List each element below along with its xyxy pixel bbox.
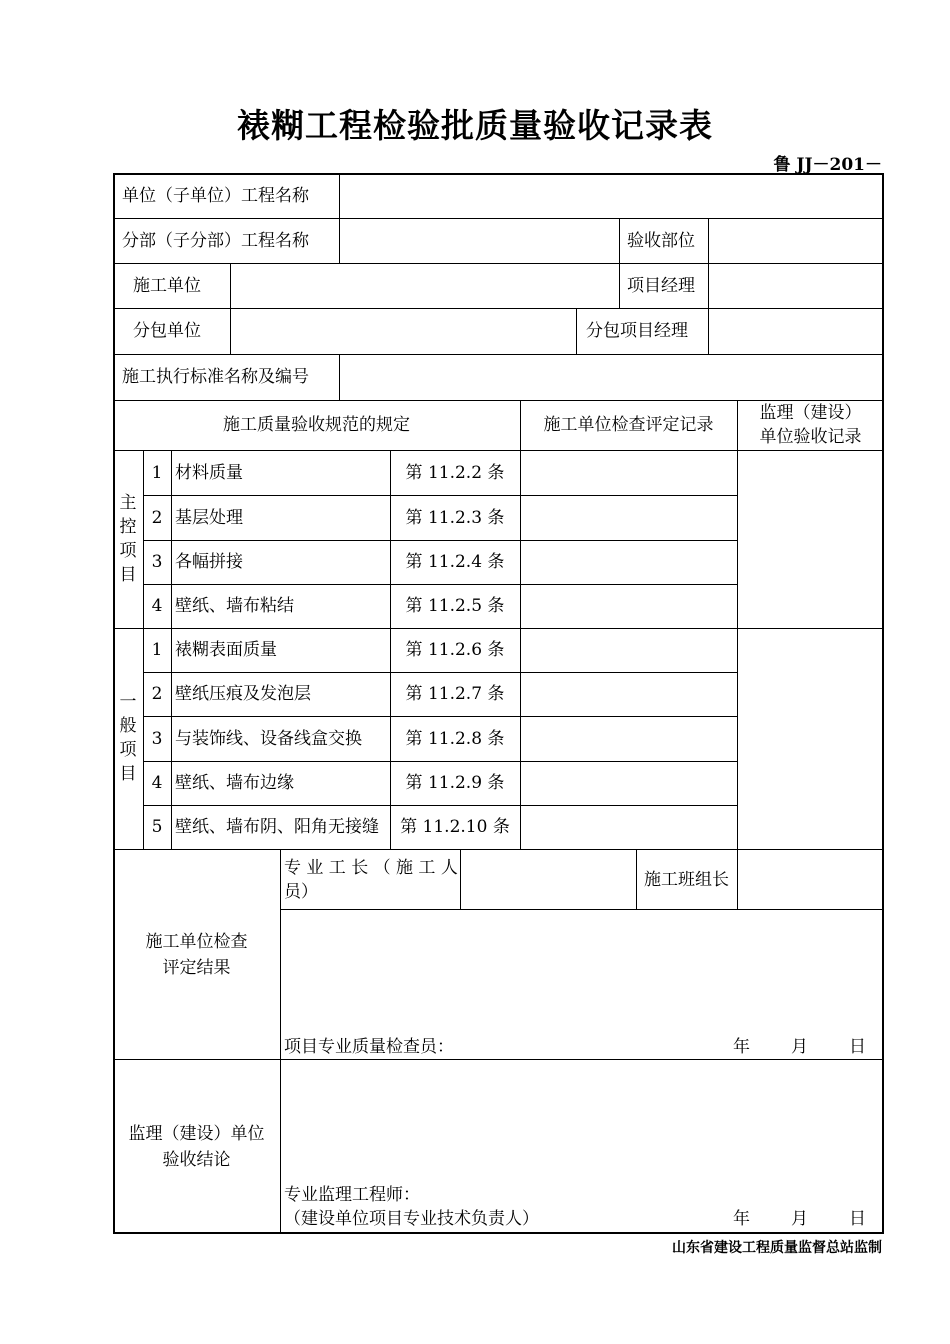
main-item-name: 基层处理: [175, 508, 243, 528]
row-divider: [143, 495, 737, 496]
spec-header: 施工质量验收规范的规定: [223, 415, 410, 435]
col-divider: [230, 263, 231, 354]
acceptance-part-label: 验收部位: [627, 231, 695, 251]
general-item-name: 壁纸、墙布阴、阳角无接缝: [175, 817, 379, 837]
main-items-group-label: 主 控 项 目: [119, 493, 137, 585]
main-item-no: 1: [151, 463, 163, 483]
row-divider: [113, 849, 884, 850]
main-item-name: 各幅拼接: [175, 552, 243, 572]
inspection-year-label: 年: [733, 1037, 750, 1057]
foreman-label-line2: 员）: [284, 882, 318, 902]
general-item-clause: 第 11.2.9 条: [405, 773, 505, 793]
row-divider: [113, 628, 884, 629]
main-item-clause: 第 11.2.4 条: [405, 552, 505, 572]
col-divider: [460, 849, 461, 909]
row-divider: [113, 308, 884, 309]
general-item-clause: 第 11.2.8 条: [405, 729, 505, 749]
general-item-no: 5: [151, 817, 163, 837]
col-divider: [171, 450, 172, 849]
row-divider: [113, 400, 884, 401]
main-item-no: 2: [151, 508, 163, 528]
main-item-clause: 第 11.2.3 条: [405, 508, 505, 528]
main-item-no: 4: [151, 596, 163, 616]
footer-issuer: 山东省建设工程质量监督总站监制: [672, 1240, 882, 1256]
standard-label: 施工执行标准名称及编号: [122, 367, 309, 387]
subcontract-unit-label: 分包单位: [133, 321, 201, 341]
inspection-day-label: 日: [849, 1037, 866, 1057]
supervision-header-line1: 监理（建设）: [759, 403, 862, 423]
foreman-label-line1: 专 业 工 长 （ 施 工 人: [284, 858, 458, 878]
row-divider: [113, 263, 884, 264]
col-divider: [737, 400, 738, 849]
sub-project-label: 分部（子分部）工程名称: [122, 231, 309, 251]
general-item-clause: 第 11.2.7 条: [405, 684, 505, 704]
row-divider: [113, 218, 884, 219]
unit-project-label: 单位（子单位）工程名称: [122, 186, 309, 206]
col-divider: [708, 218, 709, 354]
owner-technical-lead-label: （建设单位项目专业技术负责人）: [284, 1209, 539, 1229]
supervision-month-label: 月: [791, 1209, 808, 1229]
main-item-name: 壁纸、墙布粘结: [175, 596, 294, 616]
row-divider: [113, 450, 884, 451]
general-item-no: 3: [151, 729, 163, 749]
col-divider: [576, 308, 577, 354]
general-item-clause: 第 11.2.10 条: [400, 817, 510, 837]
row-divider: [143, 672, 737, 673]
row-divider: [143, 584, 737, 585]
general-item-name: 与装饰线、设备线盒交换: [175, 729, 362, 749]
general-item-name: 壁纸、墙布边缘: [175, 773, 294, 793]
inspector-label: 项目专业质量检查员：: [284, 1037, 454, 1057]
row-divider: [143, 540, 737, 541]
main-item-no: 3: [151, 552, 163, 572]
col-divider: [339, 218, 340, 263]
inspection-label-line2: 评定结果: [162, 958, 231, 978]
general-item-no: 2: [151, 684, 163, 704]
row-divider: [143, 716, 737, 717]
subcontract-manager-label: 分包项目经理: [586, 321, 688, 341]
col-divider: [520, 400, 521, 849]
general-item-clause: 第 11.2.6 条: [405, 640, 505, 660]
main-item-name: 材料质量: [175, 463, 243, 483]
supervision-label-line2: 验收结论: [162, 1150, 231, 1170]
row-divider: [143, 761, 737, 762]
col-divider: [737, 849, 738, 909]
team-leader-label: 施工班组长: [644, 870, 729, 890]
supervision-day-label: 日: [849, 1209, 866, 1229]
inspection-month-label: 月: [791, 1037, 808, 1057]
main-item-clause: 第 11.2.2 条: [405, 463, 505, 483]
general-item-name: 壁纸压痕及发泡层: [175, 684, 311, 704]
main-item-clause: 第 11.2.5 条: [405, 596, 505, 616]
general-item-name: 裱糊表面质量: [175, 640, 277, 660]
construction-unit-label: 施工单位: [133, 276, 201, 296]
project-manager-label: 项目经理: [627, 276, 695, 296]
row-divider: [113, 354, 884, 355]
form-title: 裱糊工程检验批质量验收记录表: [237, 106, 713, 145]
col-divider: [339, 173, 340, 218]
col-divider: [339, 354, 340, 400]
row-divider: [143, 805, 737, 806]
general-item-no: 4: [151, 773, 163, 793]
supervision-header-line2: 单位验收记录: [759, 427, 862, 447]
col-divider: [619, 218, 620, 308]
supervision-year-label: 年: [733, 1209, 750, 1229]
col-divider: [280, 849, 281, 1234]
supervision-label-line1: 监理（建设）单位: [128, 1124, 265, 1144]
row-divider: [280, 909, 884, 910]
general-item-no: 1: [151, 640, 163, 660]
supervising-engineer-label: 专业监理工程师：: [284, 1185, 420, 1205]
row-divider: [113, 1059, 884, 1060]
inspection-label-line1: 施工单位检查: [145, 932, 248, 952]
form-code: 鲁 JJ－201－: [773, 155, 882, 175]
check-record-header: 施工单位检查评定记录: [543, 415, 714, 435]
general-items-group-label: 一 般 项 目: [119, 692, 137, 784]
